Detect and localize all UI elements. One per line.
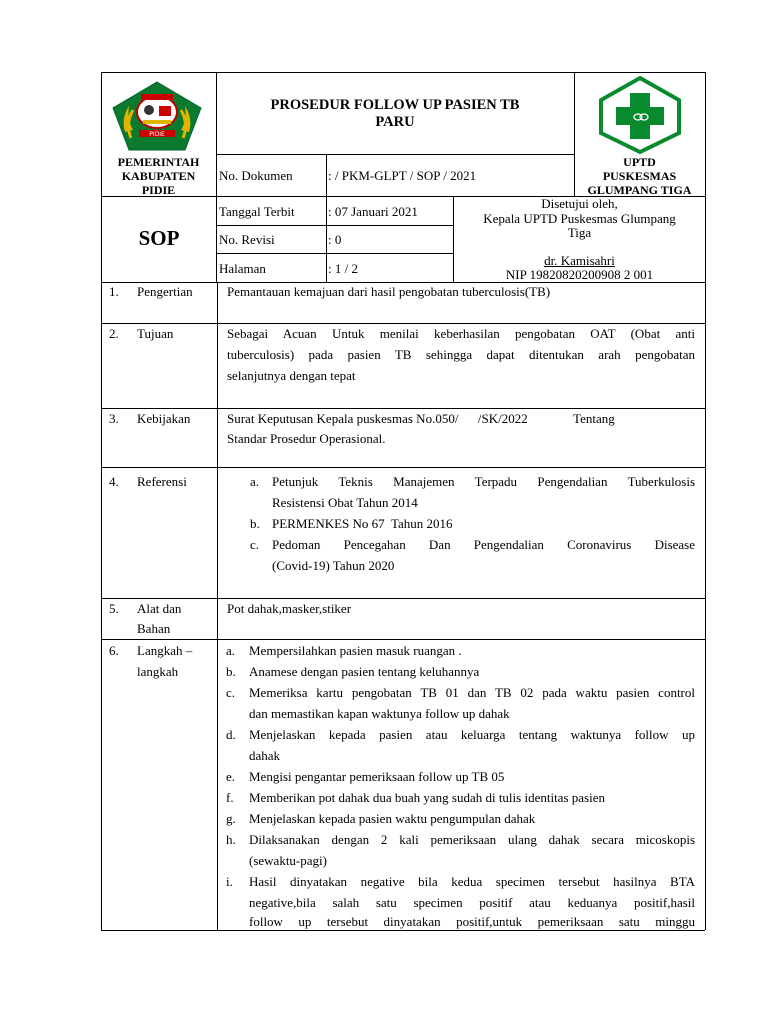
section-3-line-2: Standar Prosedur Operasional. — [227, 431, 386, 446]
section-1-label: Pengertian — [137, 284, 193, 299]
section-4-label: Referensi — [137, 474, 187, 489]
field-label-no-revisi: No. Revisi — [219, 232, 275, 247]
step-e-line-1: Mengisi pengantar pemeriksaan follow up TB 05 — [249, 769, 505, 784]
step-c-line-2: dan memastikan kapan waktunya follow up dahak — [249, 706, 510, 721]
step-b-line-1: Anamese dengan pasien tentang keluhannya — [249, 664, 480, 679]
body-col-divider — [217, 282, 218, 930]
step-c-line-1: Memeriksa kartu pengobatan TB 01 dan TB 02 pada waktu pasien control — [249, 685, 695, 700]
section-5-line-1: Pot dahak,masker,stiker — [227, 601, 352, 616]
pidie-regency-emblem-icon — [111, 80, 203, 152]
step-b-marker: b. — [226, 664, 236, 679]
row-line-2 — [101, 408, 705, 409]
approval-line3: Tiga — [567, 225, 592, 240]
approval-nip: NIP 19820820200908 2 001 — [505, 267, 654, 282]
left-org-line2: KABUPATEN — [121, 169, 196, 183]
emblem-lettering: PIDIE — [149, 131, 165, 138]
step-e-marker: e. — [226, 769, 236, 784]
right-org-line1: UPTD — [623, 155, 656, 169]
left-org-line1: PEMERINTAH — [117, 155, 200, 169]
field-label-tanggal-terbit: Tanggal Terbit — [219, 204, 295, 219]
row-line-3 — [101, 467, 705, 468]
header-col-divider-2 — [326, 154, 327, 282]
step-a-marker: a. — [226, 643, 236, 658]
body-left-border — [101, 282, 102, 930]
header-top-border — [101, 72, 705, 73]
section-2-line-1: Sebagai Acuan Untuk menilai keberhasilan pengobatan OAT (Obat anti — [227, 326, 695, 341]
section-4-item-c-marker: c. — [250, 537, 260, 552]
approval-line2: Kepala UPTD Puskesmas Glumpang — [483, 211, 676, 226]
step-a-line-1: Mempersilahkan pasien masuk ruangan . — [249, 643, 462, 658]
step-c-marker: c. — [226, 685, 236, 700]
section-2-label: Tujuan — [137, 326, 174, 341]
section-4-item-c-line-1: Pedoman Pencegahan Dan Pengendalian Coronavirus Disease — [272, 537, 695, 552]
section-4-item-c-line-2: (Covid-19) Tahun 2020 — [272, 558, 395, 573]
step-i-line-1: Hasil dinyatakan negative bila kedua specimen tersebut hasilnya BTA — [249, 874, 695, 889]
step-h-line-2: (sewaktu-pagi) — [249, 853, 327, 868]
row-line-1 — [101, 323, 705, 324]
field-value-no-revisi: : 0 — [328, 232, 342, 247]
header-row-line-3 — [216, 225, 453, 226]
step-h-marker: h. — [226, 832, 236, 847]
header-row-line-4 — [216, 253, 453, 254]
section-3-line-1: Surat Keputusan Kepala puskesmas No.050/ /SK/2022 Tentang — [227, 411, 615, 426]
section-6-number: 6. — [109, 643, 119, 658]
step-g-line-1: Menjelaskan kepada pasien waktu pengumpulan dahak — [249, 811, 536, 826]
approval-name: dr. Kamisahri — [544, 253, 615, 268]
title-line1: PROSEDUR FOLLOW UP PASIEN TB — [270, 97, 520, 113]
section-1-number: 1. — [109, 284, 119, 299]
right-org-line2: PUSKESMAS — [602, 169, 677, 183]
field-value-no-dokumen: : / PKM-GLPT / SOP / 2021 — [328, 168, 477, 183]
section-3-label: Kebijakan — [137, 411, 191, 426]
section-6-label: Langkah – — [137, 643, 193, 658]
left-org-line3: PIDIE — [141, 183, 176, 197]
row-line-5 — [101, 639, 705, 640]
row-line-4 — [101, 598, 705, 599]
section-5-label-2: Bahan — [137, 621, 171, 636]
step-i-line-2: negative,bila salah satu specimen positif atau keduanya positif,hasil — [249, 895, 695, 910]
page-title — [216, 97, 574, 131]
section-4-item-b-marker: b. — [250, 516, 260, 531]
section-4-item-a-line-2: Resistensi Obat Tahun 2014 — [272, 495, 418, 510]
field-value-halaman: : 1 / 2 — [328, 261, 358, 276]
section-4-item-a-marker: a. — [250, 474, 260, 489]
section-2-line-2: tuberculosis) pada pasien TB sehingga dapat ditentukan arah pengobatan — [227, 347, 695, 362]
sop-label: SOP — [138, 226, 180, 250]
puskesmas-cross-logo-icon — [597, 75, 683, 155]
header-right-border — [705, 72, 706, 282]
step-d-line-2: dahak — [249, 748, 281, 763]
section-4-item-b-line-1: PERMENKES No 67 Tahun 2016 — [272, 516, 453, 531]
field-value-tanggal-terbit: : 07 Januari 2021 — [328, 204, 418, 219]
step-g-marker: g. — [226, 811, 236, 826]
step-h-line-1: Dilaksanakan dengan 2 kali pemeriksaan ulang dahak secara micoskopis — [249, 832, 695, 847]
step-d-marker: d. — [226, 727, 236, 742]
section-3-number: 3. — [109, 411, 119, 426]
section-1-line-1: Pemantauan kemajuan dari hasil pengobatan tuberculosis(TB) — [227, 284, 551, 299]
section-5-number: 5. — [109, 601, 119, 616]
header-row-line-1 — [216, 154, 574, 155]
section-2-line-3: selanjutnya dengan tepat — [227, 368, 356, 383]
section-4-number: 4. — [109, 474, 119, 489]
step-d-line-1: Menjelaskan kepada pasien atau keluarga tentang waktunya follow up — [249, 727, 695, 742]
step-i-marker: i. — [226, 874, 233, 889]
field-label-no-dokumen: No. Dokumen — [219, 168, 293, 183]
approval-line1: Disetujui oleh, — [541, 196, 618, 211]
body-bottom-border — [101, 930, 705, 931]
section-4-item-a-line-1: Petunjuk Teknis Manajemen Terpadu Pengendalian Tuberkulosis — [272, 474, 695, 489]
section-6-label-2: langkah — [137, 664, 179, 679]
step-f-marker: f. — [226, 790, 234, 805]
right-org-line3: GLUMPANG TIGA — [587, 183, 692, 197]
step-i-line-3: follow up tersebut dinyatakan positif,untuk pemeriksaan satu minggu — [249, 914, 695, 929]
section-2-number: 2. — [109, 326, 119, 341]
title-line2: PARU — [375, 114, 415, 130]
section-5-label: Alat dan — [137, 601, 182, 616]
step-f-line-1: Memberikan pot dahak dua buah yang sudah di tulis identitas pasien — [249, 790, 605, 805]
field-label-halaman: Halaman — [219, 261, 266, 276]
body-right-border — [705, 282, 706, 930]
